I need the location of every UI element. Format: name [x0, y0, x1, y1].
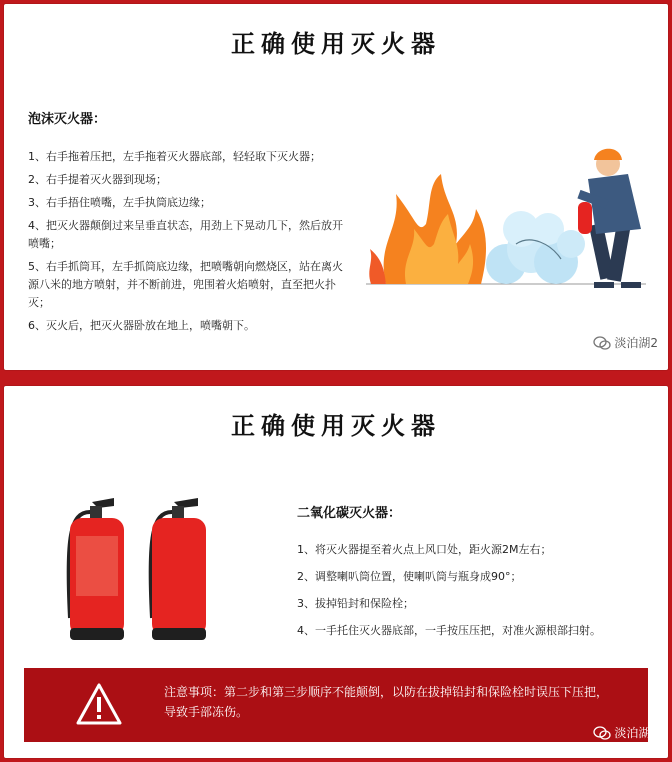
- co2-heading: 二氧化碳灭火器：: [297, 506, 402, 521]
- fire-extinguisher-icon: [151, 498, 206, 640]
- list-item: 1、将灭火器提至着火点上风口处，距火源2M左右；: [297, 543, 552, 556]
- list-item: 5、右手抓筒耳，左手抓筒底边缘，把喷嘴朝向燃烧区，站在离火源八米的地方喷射，并不断前进，兜围着火焰喷射，直至把火扑灭；: [28, 260, 343, 309]
- list-item: 4、一手托住灭火器底部，一手按压压把，对准火源根部扫射。: [297, 624, 601, 637]
- wechat-icon: [593, 336, 611, 350]
- firefighter-illustration: [356, 134, 656, 294]
- co2-extinguisher-card: [4, 386, 668, 758]
- foam-extinguisher-card: [4, 4, 668, 370]
- list-item: 6、灭火后，把灭火器卧放在地上，喷嘴朝下。: [28, 319, 255, 332]
- firefighter-icon: [577, 149, 641, 288]
- list-item: 1、右手拖着压把，左手拖着灭火器底部，轻轻取下灭火器；: [28, 150, 321, 163]
- notice-text: 注意事项：第二步和第三步顺序不能颠倒，以防在拔掉铅封和保险栓时误压下压把，导致手部冻伤。: [164, 685, 609, 719]
- co2-steps-list: [297, 542, 667, 650]
- foam-heading: 泡沫灭火器：: [28, 112, 107, 127]
- wechat-icon: [593, 726, 611, 740]
- page-title: 正确使用灭火器: [231, 29, 441, 58]
- notice-banner: [24, 668, 648, 742]
- watermark: [593, 724, 658, 741]
- extinguisher-illustration: [52, 488, 232, 648]
- foam-steps-list: [28, 148, 348, 340]
- fire-extinguisher-icon: [69, 498, 124, 640]
- watermark-text: 淡泊湖2: [614, 336, 658, 350]
- watermark: [593, 334, 658, 351]
- list-item: 2、右手提着灭火器到现场；: [28, 173, 167, 186]
- watermark-text: 淡泊湖2: [614, 726, 658, 740]
- fire-icon: [369, 174, 486, 284]
- list-item: 3、右手捂住喷嘴，左手执筒底边缘；: [28, 196, 211, 209]
- warning-triangle-icon: [76, 682, 122, 726]
- list-item: 4、把灭火器颠倒过来呈垂直状态，用劲上下晃动几下，然后放开喷嘴；: [28, 219, 343, 250]
- list-item: 2、调整喇叭筒位置，使喇叭筒与瓶身成90°；: [297, 570, 522, 583]
- list-item: 3、拔掉铅封和保险栓；: [297, 597, 414, 610]
- foam-cloud-icon: [486, 211, 585, 284]
- page-title: 正确使用灭火器: [231, 411, 441, 440]
